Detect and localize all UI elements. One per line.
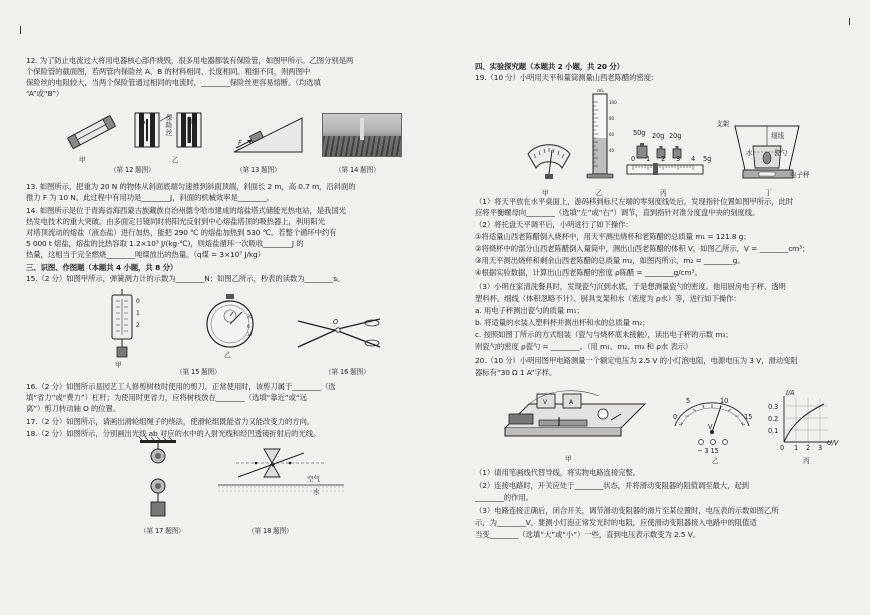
svg-text:37: 37 <box>247 333 253 338</box>
fig18-caption: （第 18 题图） <box>248 527 293 535</box>
water-label: 水 <box>313 488 320 496</box>
meter-tick-0: 0 <box>673 413 678 421</box>
fig20-label-bing: 丙 <box>803 457 810 465</box>
weight-50g: 50g <box>633 129 646 137</box>
meter-v-label: V <box>708 423 713 431</box>
q19-line-13: 则瓷勺的密度 ρ瓷勺 = ________。（用 m₁、m₂、m₃ 和 ρ水 表示） <box>475 342 693 351</box>
lens-water-figure <box>216 447 346 513</box>
air-label: 空气 <box>307 475 320 483</box>
fig12-label-jia: 甲 <box>79 156 86 164</box>
svg-text:60: 60 <box>609 132 615 137</box>
measuring-cylinder-figure <box>583 86 617 182</box>
graph-y-tick-3: 0.1 <box>768 427 779 435</box>
balance-dial-figure <box>526 140 572 182</box>
cup-water-label: 水 <box>746 149 753 157</box>
fig19-label-yi: 乙 <box>596 189 603 197</box>
pivot-o-label: O <box>333 318 339 326</box>
q12-line-3: 保险丝的电阻较大，当两个保险管通过相同的电流时，________保险丝更容易熔断。（均选填 <box>26 78 321 87</box>
wire-label: 细线 <box>771 132 784 140</box>
svg-text:40: 40 <box>609 148 615 153</box>
stopwatch-figure <box>202 294 258 350</box>
q14-line-3: 对塔顶流动的熔盐（液态盐）进行加热，能把 290 ℃ 的熔盐加热到 530 ℃。若整个循环中约有 <box>26 228 337 237</box>
right-page <box>435 0 870 615</box>
q14-line-2: 热发电技术的重大突破。由多面定日镜同时将阳光反射到中心熔盐塔顶的吸热器上，利用阳光 <box>26 217 325 226</box>
solar-plant-photo <box>322 113 402 157</box>
porcelain-spoon-label: 瓷勺 <box>774 149 787 157</box>
q12-line-1: 12. 为了防止电流过大将用电器核心部件烧毁，很多用电器都装有保险管，如图甲所示。乙图分别是两 <box>26 56 354 65</box>
fig19-label-bing: 丙 <box>660 189 667 197</box>
q14-line-1: 14. 如图所示是位于青海省海西蒙古族藏族自治州德令哈市建成的熔盐塔式储能光热电站，是我国光 <box>26 206 346 215</box>
fig19-label-jia: 甲 <box>542 189 549 197</box>
section-3-heading: 三、识图、作图题（本题共 4 小题，共 8 分） <box>26 263 178 272</box>
meter-tick-10: 10 <box>720 397 729 405</box>
q19-line-12: c. 按照如图丁所示的方式组装（瓷勺与烧杯底未接触），读出电子秤的示数 m₃； <box>475 330 733 339</box>
svg-text:2: 2 <box>136 322 140 329</box>
svg-text:80: 80 <box>609 116 615 121</box>
q20-line-3: （1）请用笔画线代替导线，将实物电路连接完整。 <box>475 468 640 477</box>
weights-figure <box>633 140 699 162</box>
weight-20g-2: 20g <box>669 132 682 140</box>
svg-text:A: A <box>569 399 574 406</box>
iu-graph-figure <box>774 394 834 446</box>
q20-line-2: 器标有“30 Ω 1 A”字样。 <box>475 368 557 377</box>
graph-x-axis-label: U/V <box>827 439 839 447</box>
q17-line: 17.（2 分）如图所示，请画出滑轮组绳子的绕法，使滑轮组既能省力又能改变力的方向。 <box>26 417 315 426</box>
q19-line-11: b. 将适量的水装入塑料杯并测出杯和水的总质量 m₂； <box>475 318 650 327</box>
q14-line-5: 热量，这相当于完全燃烧________吨煤放出的热量。（q煤 = 3×10⁷ J/kg） <box>26 250 265 259</box>
q19-intro: 19.（10 分）小明用天平和量筒测量山西老陈醋的密度： <box>475 73 659 82</box>
q12-line-4: “A”或“B”） <box>26 89 64 98</box>
graph-y-tick-2: 0.2 <box>768 415 779 423</box>
fuse-a-label: A <box>141 118 146 126</box>
scale-tick-1: 1 <box>646 155 651 163</box>
scale-tick-2: 2 <box>661 155 666 163</box>
svg-text:1: 1 <box>136 310 140 317</box>
scale-tick-4: 4 <box>691 155 696 163</box>
stand-label: 支架 <box>716 120 729 128</box>
fig14-caption: （第 14 题图） <box>335 166 380 174</box>
pulley-system-figure <box>138 440 180 522</box>
fuse-wire-label: 保险丝 <box>164 114 172 137</box>
q19-line-7: ④根据实验数据，计算出山西老陈醋的密度 ρ陈醋 = ________g/cm³。 <box>475 268 702 277</box>
q15-line: 15.（2 分）如图甲所示，弹簧测力计的示数为________N；如图乙所示，秒表的读数为________s。 <box>26 274 345 283</box>
weight-20g-1: 20g <box>652 132 665 140</box>
graph-y-tick-1: 0.3 <box>768 403 779 411</box>
graph-x-tick-2: 2 <box>806 444 811 452</box>
q14-line-4: 5 000 t 熔盐，熔盐的比热容取 1.2×10³ J/(kg·℃)，则熔盐循环一次吸收________J 的 <box>26 239 304 248</box>
scale-tick-5: 5g <box>703 155 712 163</box>
q20-line-8: 当变________（选填“大”或“小”）一些，直到电压表示数变为 2.5 V。 <box>475 530 700 539</box>
force-f-label: F <box>238 139 242 147</box>
circuit-apparatus-figure <box>499 384 649 452</box>
q16-line-2: 填“省力”或“费力”）杠杆；为使用时更省力，应将树枝放在________（选填“靠近”或“远 <box>26 393 307 402</box>
rider-scale-figure <box>625 163 705 177</box>
q19-line-8: （3）小明在家清洗餐具时，发现瓷勺沉到水底，于是想测量瓷勺的密度。他用厨房电子秤、透明 <box>475 282 786 291</box>
svg-text:100: 100 <box>609 100 617 105</box>
graph-x-tick-3: 3 <box>818 444 823 452</box>
q20-line-6: （3）电路连接正确后，闭合开关，调节滑动变阻器的滑片至某位置时，电压表的示数如图乙所 <box>475 506 779 515</box>
scissors-figure <box>296 317 382 353</box>
q19-line-10: a. 用电子秤测出瓷勺的质量 m₁； <box>475 306 584 315</box>
fig13-caption: （第 13 题图） <box>236 166 281 174</box>
svg-text:0: 0 <box>136 298 140 305</box>
q13-line-2: 推力 F 为 10 N。此过程中有用功是________J，斜面的机械效率是________。 <box>26 193 274 202</box>
fig20-label-jia: 甲 <box>565 455 572 463</box>
fig12-label-yi: 乙 <box>172 156 179 164</box>
q20-line-1: 20.（10 分）小明用图甲电路测量一个额定电压为 2.5 V 的小灯泡电阻，电源电压为 3 V，滑动变阻 <box>475 356 798 365</box>
q19-line-9: 塑料杯、细线（体积忽略不计）、厨具支架和水（密度为 ρ水）等，进行如下操作： <box>475 294 741 303</box>
q20-line-4: （2）连接电路时，开关应处于________状态，并将滑动变阻器的阻值调至最大，起到 <box>475 481 749 490</box>
fig15-label-yi: 乙 <box>224 351 231 359</box>
meter-tick-15: 15 <box>744 413 753 421</box>
e-scale-label: 电子秤 <box>790 171 810 179</box>
q18-line: 18.（2 分）如图所示，分别画出光线 ab 对应的水中的入射光线和经凹透镜折射后的光线。 <box>26 429 321 438</box>
q19-line-6: ③用天平测出烧杯和剩余山西老陈醋的总质量 m₂，如图丙所示，m₂ = ________g。 <box>475 256 745 265</box>
fig17-caption: （第 17 题图） <box>140 527 185 535</box>
fuse-b-label: B <box>191 118 196 126</box>
graph-x-tick-0: 0 <box>780 444 785 452</box>
q20-line-5: ________的作用。 <box>475 493 533 502</box>
spring-scale-figure <box>108 289 148 361</box>
fig15-caption: （第 15 题图） <box>176 368 221 376</box>
q19-line-3: （2）将托盘天平调平后，小明进行了如下操作： <box>475 220 633 229</box>
q16-line-1: 16.（2 分）如图所示是园艺工人修剪树枝时使用的剪刀，正常使用时，该剪刀属于________（选 <box>26 382 336 391</box>
graph-y-axis-label: I/A <box>786 389 795 397</box>
q19-line-2: 应将平衡螺母向________（选填“左”或“右”）调节，直到指针对准分度盘中央的刻度线。 <box>475 208 760 217</box>
fig12-caption: （第 12 题图） <box>110 166 155 174</box>
q19-line-1: （1）将天平放在水平桌面上，游码移到标尺左端的零刻度线处后，发现指针位置如图甲所示，此时 <box>475 197 794 206</box>
svg-text:35: 35 <box>247 315 253 320</box>
q16-line-3: 离”）剪刀转动轴 O 的位置。 <box>26 404 121 413</box>
scale-tick-0: 0 <box>631 155 636 163</box>
q19-line-4: ①将适量山西老陈醋倒入烧杯中，用天平测出烧杯和老陈醋的总质量 m₁ = 121.8 g； <box>475 232 751 241</box>
meter-terminals: − 3 15 <box>697 447 719 455</box>
svg-text:6: 6 <box>247 325 250 330</box>
meter-tick-5: 5 <box>686 397 691 405</box>
section-4-heading: 四、实验探究题（本题共 2 小题，共 20 分） <box>475 62 624 71</box>
incline-figure <box>232 112 304 154</box>
q19-line-5: ②将烧杯中的部分山西老陈醋倒入量筒中，测出山西老陈醋的体积 V，如图乙所示，V = ________cm³； <box>475 244 810 253</box>
fig16-caption: （第 16 题图） <box>325 368 370 376</box>
fig20-label-yi: 乙 <box>712 457 719 465</box>
q20-line-7: 示，为________V，要测小灯泡正常发光时的电阻，应使滑动变阻器接入电路中的阻值适 <box>475 518 757 527</box>
fuse-tube-figure <box>62 108 122 158</box>
fig15-label-jia: 甲 <box>115 361 122 369</box>
q12-line-2: 个保险管的截面图，若两管内保险丝 A、B 的材料相同、长度相同、粗细不同，则两图中 <box>26 67 311 76</box>
scale-tick-3: 3 <box>676 155 681 163</box>
svg-text:V: V <box>543 399 548 406</box>
fig19-label-ding: 丁 <box>765 189 772 197</box>
graph-x-tick-1: 1 <box>794 444 799 452</box>
q13-line-1: 13. 如图所示，把重为 20 N 的物体从斜面底端匀速推到斜面顶端，斜面长 2 m，高 0.7 m，沿斜面的 <box>26 182 356 191</box>
svg-text:mL: mL <box>597 89 604 94</box>
voltmeter-dial-figure <box>671 392 753 448</box>
